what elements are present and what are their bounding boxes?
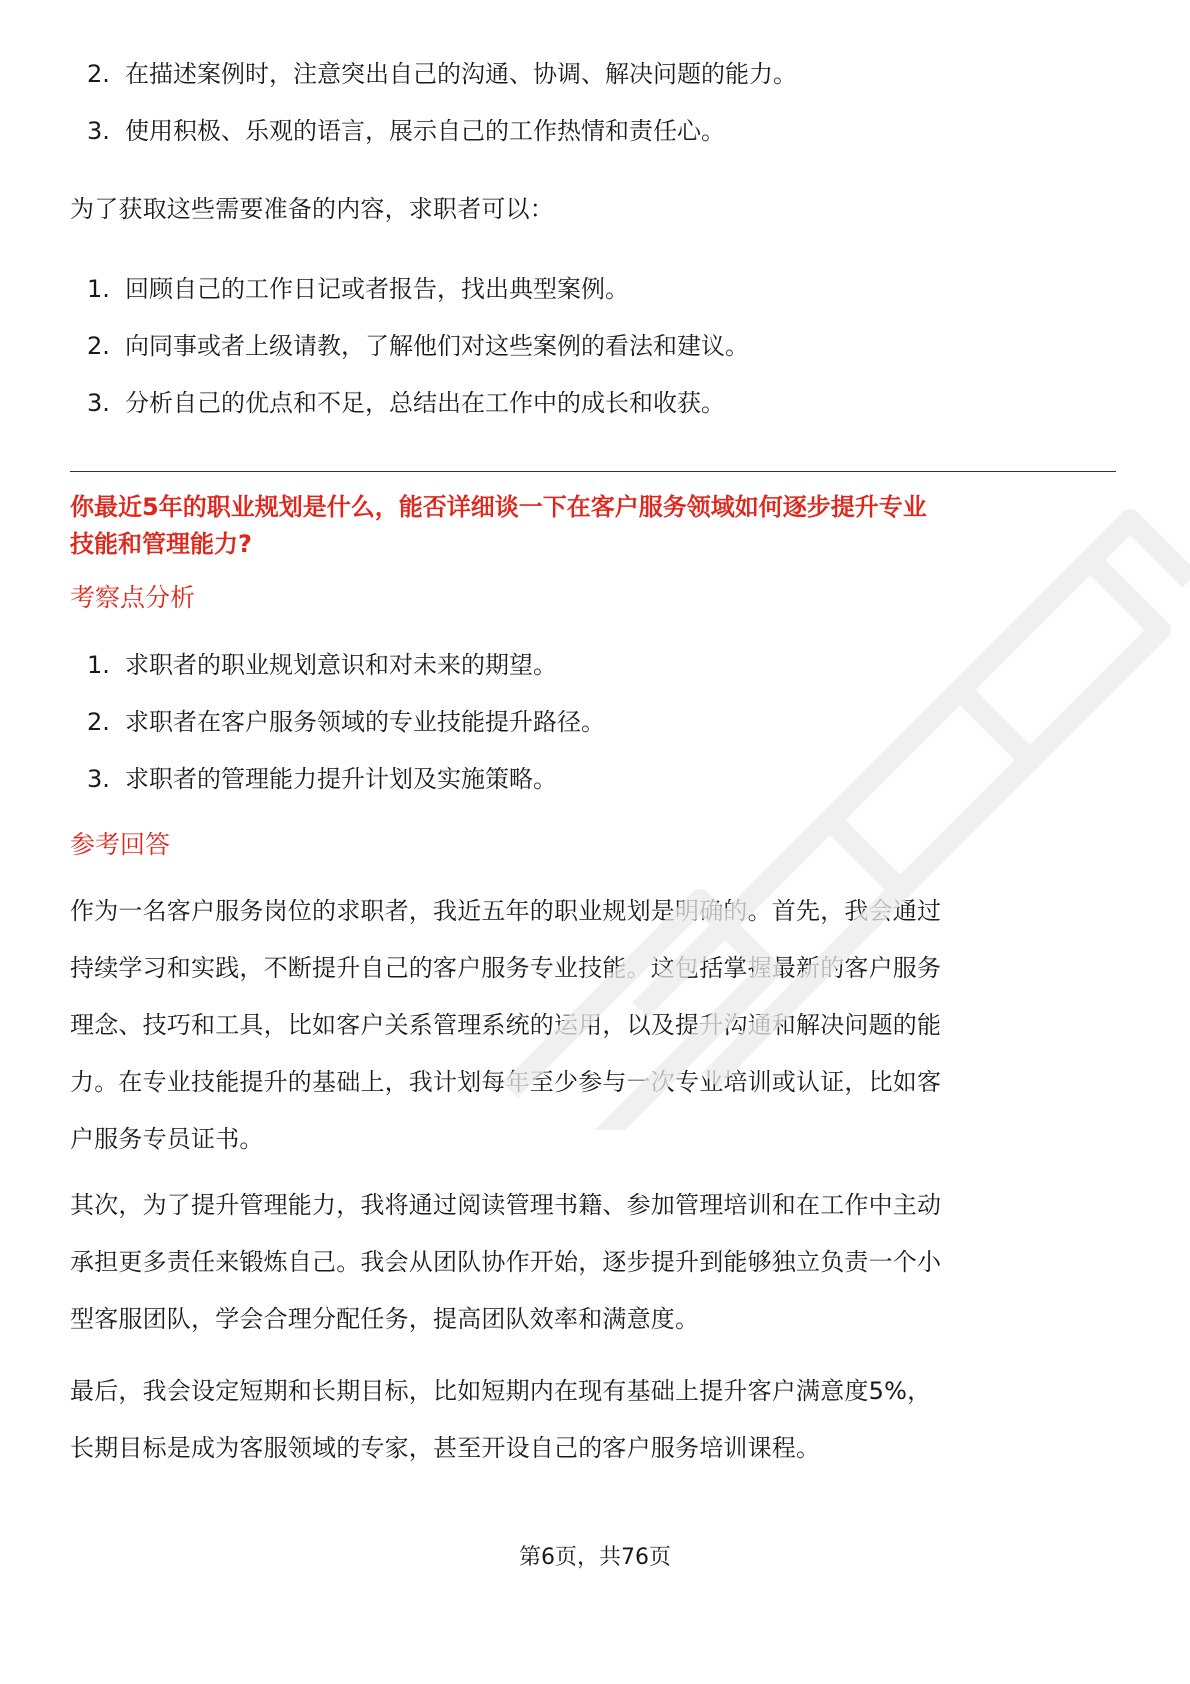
answer-paragraph-3: 最后，我会设定短期和长期目标，比如短期内在现有基础上提升客户满意度5%， 长期目标是成为客服领域的专家，甚至开设自己的客户服务培训课程。 xyxy=(70,1377,932,1462)
list-item: 1. 回顾自己的工作日记或者报告，找出典型案例。 xyxy=(87,275,629,303)
list-item: 2. 向同事或者上级请教，了解他们对这些案例的看法和建议。 xyxy=(87,332,749,360)
answer-paragraph-1: 作为一名客户服务岗位的求职者，我近五年的职业规划是明确的。首先，我会通过 持续学习和实践，不断提升自己的客户服务专业技能。这包括掌握最新的客户服务 理念、技巧和工具，比如客户关系管理系统的运用，以及提升沟通和解决问题的能 力。在专业技能提升的基础上，我计划每年至少参与一次专业培训或认证，比如客 户服务专员证书。 xyxy=(70,897,942,1153)
list-item: 3. 求职者的管理能力提升计划及实施策略。 xyxy=(87,765,557,793)
list-item: 3. 分析自己的优点和不足，总结出在工作中的成长和收获。 xyxy=(87,389,725,417)
analysis-list xyxy=(70,637,1116,808)
intro-text: 为了获取这些需要准备的内容，求职者可以： xyxy=(70,195,554,223)
list-item: 2. 在描述案例时，注意突出自己的沟通、协调、解决问题的能力。 xyxy=(87,60,797,88)
analysis-heading: 考察点分析 xyxy=(70,583,196,612)
answer-paragraph-2: 其次，为了提升管理能力，我将通过阅读管理书籍、参加管理培训和在工作中主动 承担更多责任来锻炼自己。我会从团队协作开始，逐步提升到能够独立负责一个小 型客服团队，学会合理分配任务，提高团队效率和满意度。 xyxy=(70,1191,942,1333)
page-footer: 第6页，共76页 xyxy=(519,1545,671,1570)
section-divider xyxy=(70,471,1116,472)
answer-heading: 参考回答 xyxy=(70,830,171,859)
question-title xyxy=(70,489,1130,563)
preparation-list xyxy=(70,261,1116,432)
list-item: 2. 求职者在客户服务领域的专业技能提升路径。 xyxy=(87,708,605,736)
tips-list xyxy=(70,46,1116,160)
question-line-1: 你最近5年的职业规划是什么，能否详细谈一下在客户服务领域如何逐步提升专业 xyxy=(70,493,927,521)
list-item: 3. 使用积极、乐观的语言，展示自己的工作热情和责任心。 xyxy=(87,117,725,145)
question-line-2: 技能和管理能力? xyxy=(70,530,252,558)
list-item: 1. 求职者的职业规划意识和对未来的期望。 xyxy=(87,651,557,679)
